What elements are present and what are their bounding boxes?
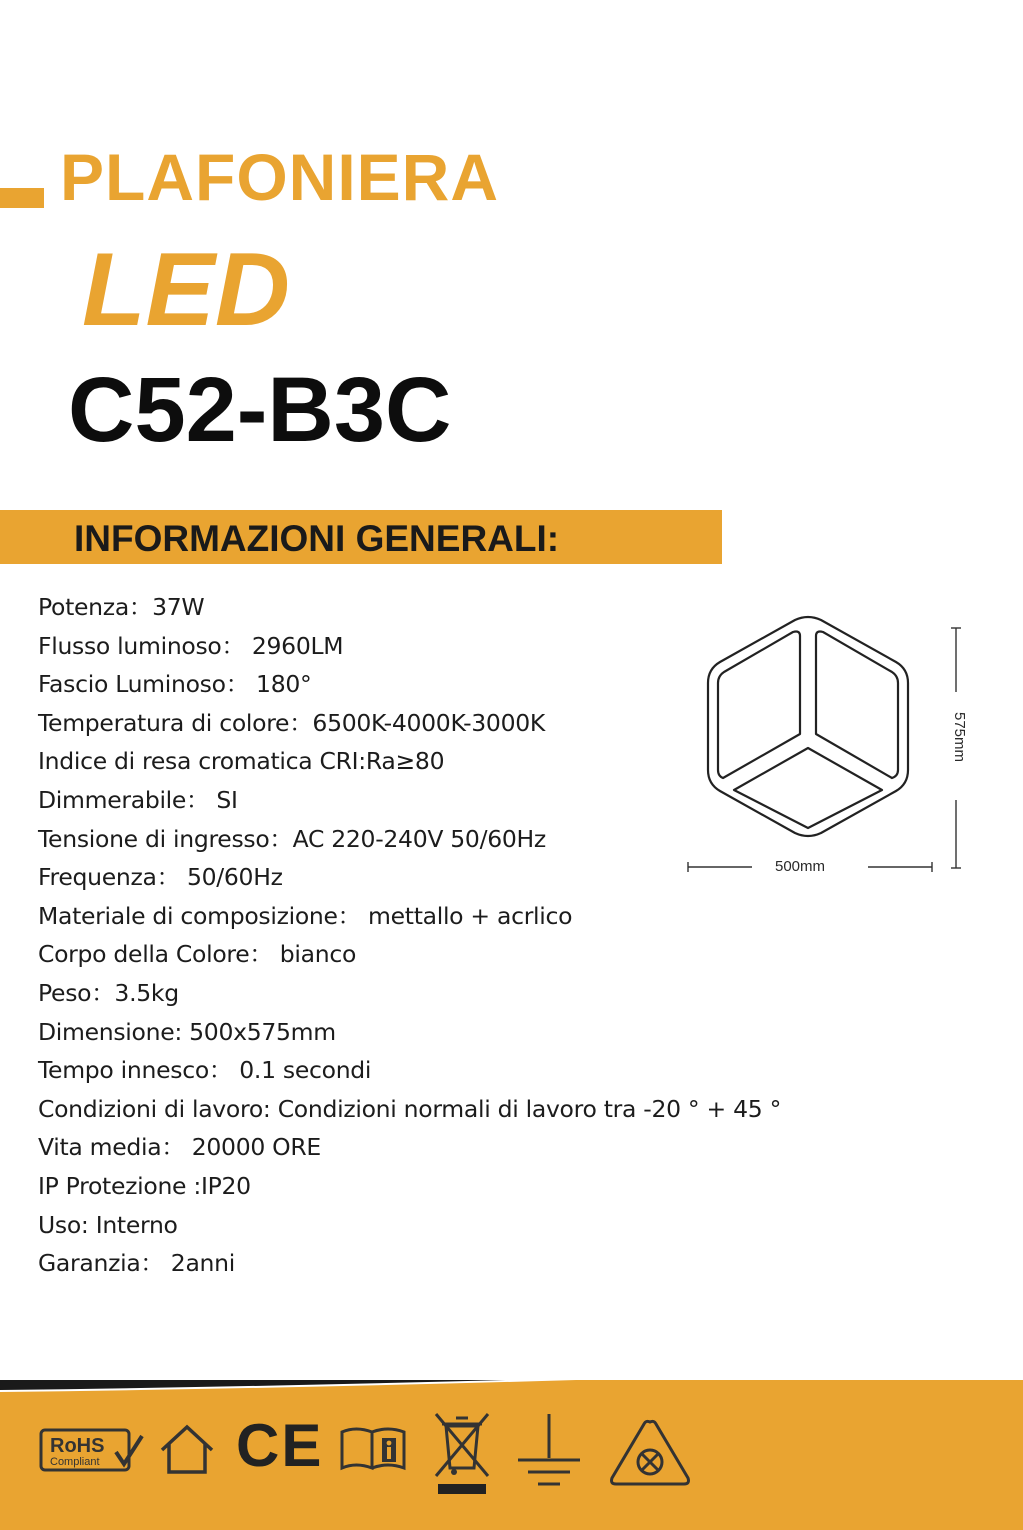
section-heading: INFORMAZIONI GENERALI: <box>74 518 560 559</box>
product-dimension-diagram <box>680 610 980 885</box>
spec-item-beam-angle: Fascio Luminoso： 180° <box>38 670 312 699</box>
spec-item-working-conditions: Condizioni di lavoro: Condizioni normali di lavoro tra -20 ° + 45 ° <box>38 1094 782 1123</box>
rohs-label: RoHS <box>50 1435 105 1457</box>
model-code: C52-B3C <box>68 359 452 461</box>
title-led: LED <box>82 232 290 348</box>
rohs-sub-label: Compliant <box>50 1456 100 1468</box>
spec-item-weight: Peso：3.5kg <box>38 978 179 1007</box>
spec-item-color-temperature: Temperatura di colore：6500K-4000K-3000K <box>38 708 545 737</box>
cube-lamp-outline <box>708 617 908 836</box>
title-accent-bar <box>0 188 44 208</box>
spec-item-body-color: Corpo della Colore： bianco <box>38 940 357 969</box>
spec-item-start-time: Tempo innesco： 0.1 secondi <box>38 1056 372 1085</box>
title-plafoniera: PLAFONIERA <box>60 140 499 214</box>
indoor-house-icon <box>158 1422 216 1476</box>
ce-mark-icon: CE <box>236 1412 324 1479</box>
spec-item-lifespan: Vita media： 20000 ORE <box>38 1133 321 1162</box>
spec-item-frequency: Frequenza： 50/60Hz <box>38 863 283 892</box>
certification-icons <box>38 1410 998 1500</box>
manual-info-icon <box>338 1424 410 1474</box>
rohs-icon <box>38 1422 146 1476</box>
spec-item-luminous-flux: Flusso luminoso： 2960LM <box>38 631 344 660</box>
spec-item-dimensions: Dimensione: 500x575mm <box>38 1017 336 1046</box>
spec-item-usage: Uso: Interno <box>38 1210 178 1239</box>
spec-item-input-voltage: Tensione di ingresso：AC 220-240V 50/60Hz <box>38 824 546 853</box>
spec-item-material: Materiale di composizione： mettallo + acrlico <box>38 901 573 930</box>
spec-item-cri: Indice di resa cromatica CRI:Ra≥80 <box>38 747 445 776</box>
spec-item-ip-rating: IP Protezione :IP20 <box>38 1171 251 1200</box>
spec-item-power: Potenza：37W <box>38 593 205 621</box>
width-dimension-label: 500mm <box>775 858 826 875</box>
weee-crossed-bin-icon <box>432 1410 492 1496</box>
spec-item-warranty: Garanzia： 2anni <box>38 1249 235 1278</box>
triangle-warning-icon <box>608 1416 692 1488</box>
spec-list <box>38 588 781 1283</box>
ground-symbol-icon <box>514 1410 584 1490</box>
height-dimension-label: 575mm <box>951 712 968 763</box>
spec-item-dimmable: Dimmerabile： SI <box>38 785 238 814</box>
